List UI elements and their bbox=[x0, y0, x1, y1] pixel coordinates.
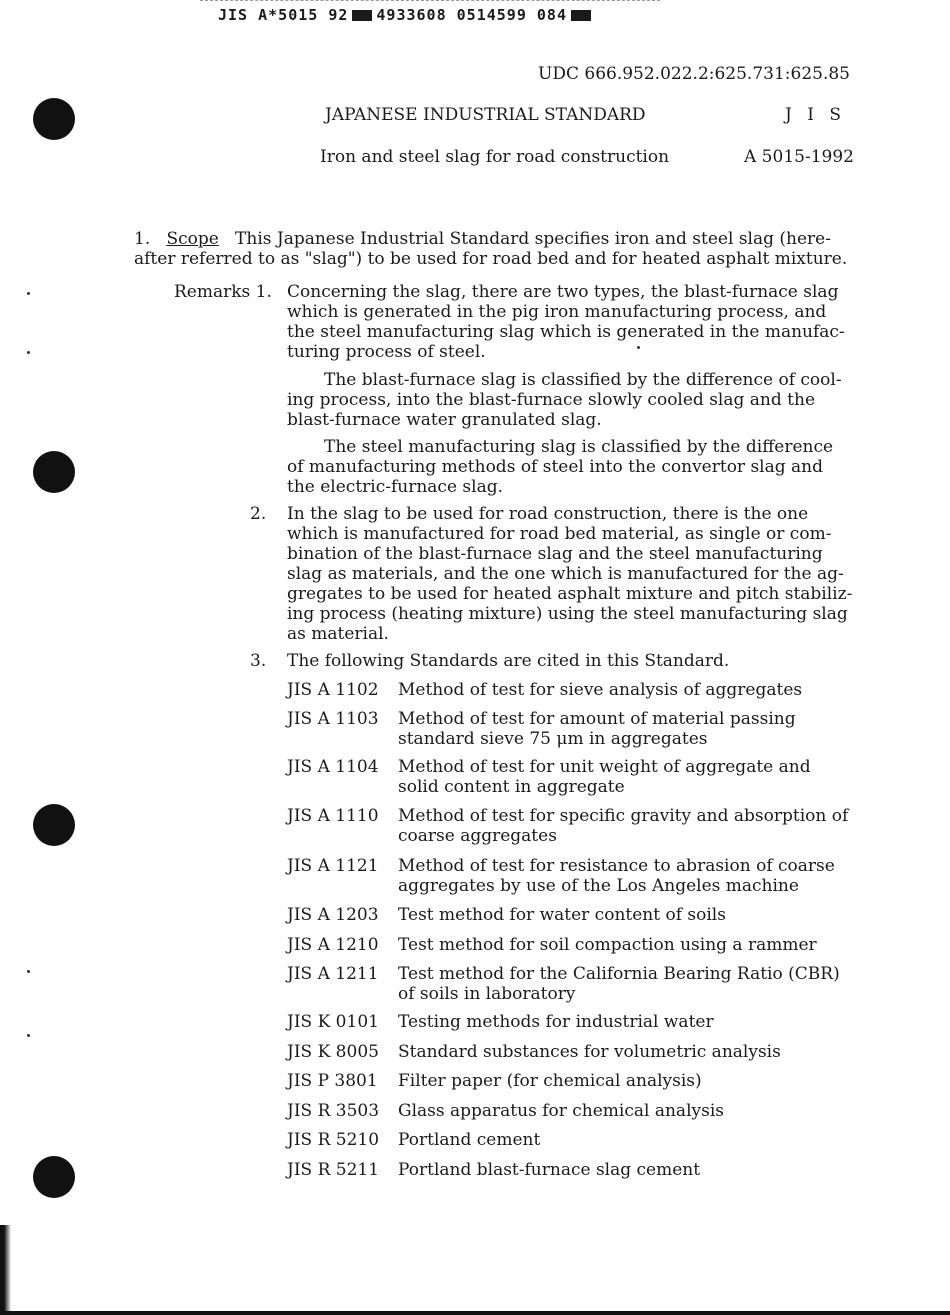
remark-line: the steel manufacturing slag which is generated in the manufac- bbox=[287, 322, 845, 342]
std-code: JIS R 3503 bbox=[287, 1101, 380, 1121]
remark-line: as material. bbox=[287, 624, 389, 644]
udc-number: UDC 666.952.022.2:625.731:625.85 bbox=[538, 64, 850, 84]
scan-speck bbox=[27, 970, 30, 973]
remark-line: turing process of steel. bbox=[287, 342, 486, 362]
remark-line: The blast-furnace slag is classified by the difference of cool- bbox=[324, 370, 842, 390]
std-title: Standard substances for volumetric analysis bbox=[398, 1042, 781, 1062]
std-title: solid content in aggregate bbox=[398, 777, 625, 797]
std-title: standard sieve 75 μm in aggregates bbox=[398, 729, 708, 749]
std-title: Method of test for unit weight of aggregate and bbox=[398, 757, 811, 777]
std-code: JIS A 1103 bbox=[287, 709, 379, 729]
std-title: Method of test for specific gravity and absorption of bbox=[398, 806, 849, 826]
doc-number: A 5015-1992 bbox=[744, 147, 854, 167]
std-code: JIS R 5210 bbox=[287, 1130, 380, 1150]
std-title: Test method for the California Bearing Ratio (CBR) bbox=[398, 964, 840, 984]
remark-3-text: The following Standards are cited in this Standard. bbox=[287, 651, 730, 671]
barcode-header bbox=[218, 6, 595, 24]
remark-2-number: 2. bbox=[250, 504, 267, 524]
std-title: Method of test for sieve analysis of aggregates bbox=[398, 680, 803, 700]
scope-text-2: after referred to as "slag") to be used for road bed and for heated asphalt mixture. bbox=[134, 249, 848, 269]
remark-3-number: 3. bbox=[250, 651, 267, 671]
scan-edge-shadow bbox=[0, 1225, 14, 1315]
remark-1-block bbox=[287, 282, 845, 362]
std-title: Portland blast-furnace slag cement bbox=[398, 1160, 701, 1180]
std-code: JIS R 5211 bbox=[287, 1160, 380, 1180]
std-title-block bbox=[398, 856, 835, 896]
scope-heading: Scope bbox=[166, 229, 219, 249]
std-title-block bbox=[398, 709, 796, 749]
punch-hole-icon bbox=[33, 451, 75, 493]
remark-line: ing process, into the blast-furnace slowly cooled slag and the bbox=[287, 390, 816, 410]
scan-speck bbox=[27, 351, 30, 354]
remark-1-para-2 bbox=[287, 370, 842, 430]
std-title: aggregates by use of the Los Angeles machine bbox=[398, 876, 799, 896]
std-code: JIS A 1210 bbox=[287, 935, 379, 955]
std-title: Method of test for amount of material passing bbox=[398, 709, 796, 729]
std-code: JIS K 8005 bbox=[287, 1042, 379, 1062]
scan-speck bbox=[27, 1034, 30, 1037]
black-block-icon bbox=[352, 10, 372, 21]
remark-line: which is manufactured for road bed material, as single or com- bbox=[287, 524, 832, 544]
std-title: Testing methods for industrial water bbox=[398, 1012, 714, 1032]
std-title: Glass apparatus for chemical analysis bbox=[398, 1101, 724, 1121]
remark-line: of manufacturing methods of steel into the convertor slag and bbox=[287, 457, 824, 477]
remark-line: blast-furnace water granulated slag. bbox=[287, 410, 602, 430]
scan-speck bbox=[27, 292, 30, 295]
remark-2-block bbox=[287, 504, 852, 644]
remark-line: which is generated in the pig iron manufacturing process, and bbox=[287, 302, 827, 322]
std-code: JIS A 1102 bbox=[287, 680, 379, 700]
std-code: JIS A 1110 bbox=[287, 806, 379, 826]
scope-line-1 bbox=[134, 229, 854, 249]
remark-1-para-3 bbox=[287, 437, 833, 497]
remark-line: gregates to be used for heated asphalt mixture and pitch stabiliz- bbox=[287, 584, 853, 604]
scope-number: 1. bbox=[134, 229, 151, 249]
punch-hole-icon bbox=[33, 1156, 75, 1198]
scope-text-1: This Japanese Industrial Standard specifies iron and steel slag (here- bbox=[235, 229, 831, 249]
remark-line: Concerning the slag, there are two types, the blast-furnace slag bbox=[287, 282, 839, 302]
std-title: Method of test for resistance to abrasion of coarse bbox=[398, 856, 835, 876]
doc-title: Iron and steel slag for road construction bbox=[320, 147, 670, 167]
org-title: JAPANESE INDUSTRIAL STANDARD bbox=[325, 105, 646, 125]
std-code: JIS K 0101 bbox=[287, 1012, 379, 1032]
remark-line: The steel manufacturing slag is classified by the difference bbox=[324, 437, 834, 457]
std-title: Filter paper (for chemical analysis) bbox=[398, 1071, 702, 1091]
remarks-label: Remarks 1. bbox=[174, 282, 272, 302]
std-code: JIS A 1104 bbox=[287, 757, 379, 777]
std-code: JIS A 1211 bbox=[287, 964, 379, 984]
remark-line: In the slag to be used for road construction, there is the one bbox=[287, 504, 809, 524]
top-scan-rule bbox=[200, 0, 660, 3]
std-title: Portland cement bbox=[398, 1130, 541, 1150]
scan-bottom-edge bbox=[0, 1311, 950, 1315]
header-code-a: JIS A*5015 92 bbox=[218, 6, 349, 24]
std-code: JIS P 3801 bbox=[287, 1071, 378, 1091]
std-title: of soils in laboratory bbox=[398, 984, 576, 1004]
std-title: Test method for soil compaction using a rammer bbox=[398, 935, 817, 955]
header-code-b: 4933608 0514599 084 bbox=[376, 6, 567, 24]
std-title: coarse aggregates bbox=[398, 826, 557, 846]
std-code: JIS A 1203 bbox=[287, 905, 379, 925]
remark-line: bination of the blast-furnace slag and the steel manufacturing bbox=[287, 544, 823, 564]
remark-line: ing process (heating mixture) using the steel manufacturing slag bbox=[287, 604, 848, 624]
remark-line: slag as materials, and the one which is manufactured for the ag- bbox=[287, 564, 844, 584]
remark-line: the electric-furnace slag. bbox=[287, 477, 504, 497]
black-block-icon bbox=[571, 10, 591, 21]
std-title-block bbox=[398, 757, 811, 797]
punch-hole-icon bbox=[33, 98, 75, 140]
std-title-block bbox=[398, 964, 840, 1004]
std-title: Test method for water content of soils bbox=[398, 905, 726, 925]
std-title-block bbox=[398, 806, 848, 846]
punch-hole-icon bbox=[33, 804, 75, 846]
jis-mark: J I S bbox=[785, 105, 846, 125]
std-code: JIS A 1121 bbox=[287, 856, 379, 876]
